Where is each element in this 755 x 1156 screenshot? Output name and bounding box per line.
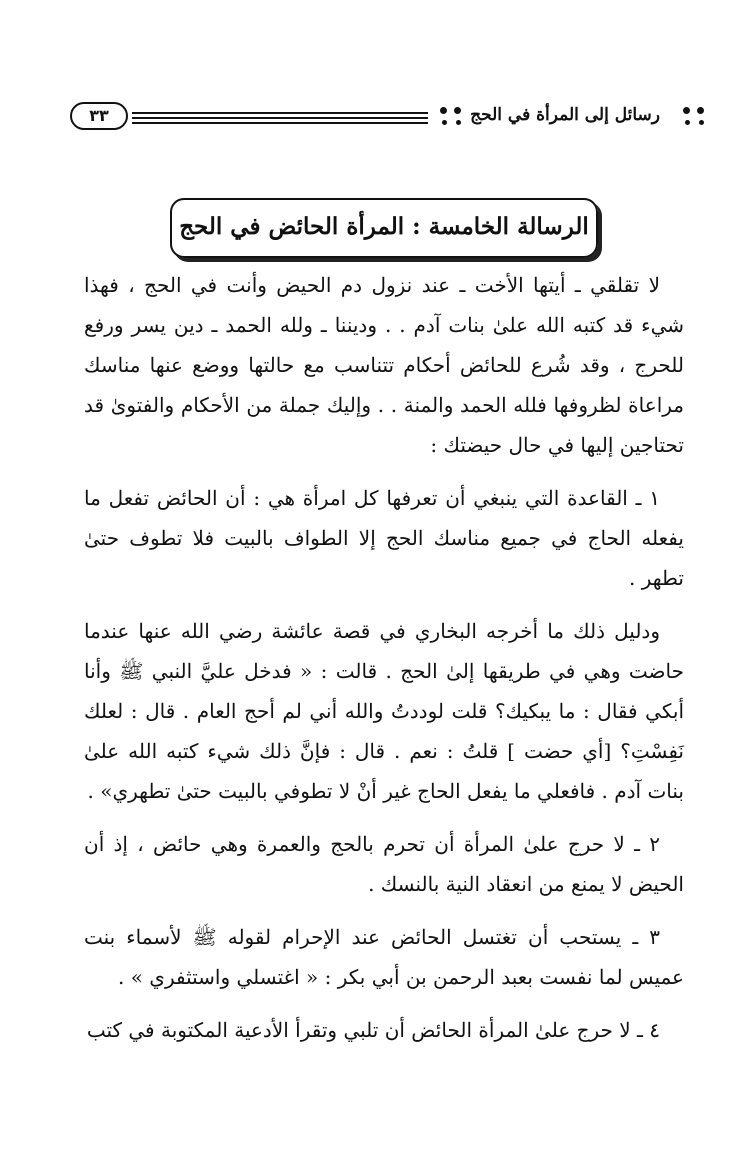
header-rule <box>132 112 428 114</box>
ornament-dots-icon <box>680 105 708 131</box>
running-title: رسائل إلى المرأة في الحج <box>470 105 660 125</box>
header-rule <box>132 117 428 119</box>
paragraph: لا تقلقي ـ أيتها الأخت ـ عند نزول دم الحيض وأنت في الحج ، فهذا شيء قد كتبه الله علىٰ بنات آدم . . وديننا ـ ولله الحمد ـ دين يسر ورفع للحرج ، وقد شُرع للحائض أحكام تتناسب مع حالتها ووضع عنها مناسك مراعاة لظروفها فلله الحمد والمنة . . وإليك جملة من الأحكام والفتوىٰ قد تحتاجين إليها في حال حيضتك : <box>84 273 684 457</box>
section-title: الرسالة الخامسة : المرأة الحائض في الحج <box>170 198 598 258</box>
page-number: ٣٣ <box>70 102 128 130</box>
ornament-dots-icon <box>437 105 465 131</box>
body-text <box>84 265 684 1063</box>
page-header <box>60 95 710 145</box>
paragraph: ١ ـ القاعدة التي ينبغي أن تعرفها كل امرأة هي : أن الحائض تفعل ما يفعله الحاج في جميع مناسك الحج إلا الطواف بالبيت فلا تطوف حتىٰ تطهر . <box>84 486 684 590</box>
paragraph: ودليل ذلك ما أخرجه البخاري في قصة عائشة رضي الله عنها عندما حاضت وهي في طريقها إلىٰ الحج . قالت : « فدخل عليَّ النبي ﷺ وأنا أبكي فقال : ما يبكيك؟ قلت لوددتُ والله أني لم أحج العام . قال : لعلك نَفِسْتِ؟ [أي حضت ] قلتُ : نعم . قال : فإنَّ ذلك شيء كتبه الله علىٰ بنات آدم . فافعلي ما يفعل الحاج غير أنْ لا تطوفي بالبيت حتىٰ تطهري» . <box>84 619 684 803</box>
paragraph: ٤ ـ لا حرج علىٰ المرأة الحائض أن تلبي وتقرأ الأدعية المكتوبة في كتب <box>86 1018 660 1042</box>
paragraph: ٣ ـ يستحب أن تغتسل الحائض عند الإحرام لقوله ﷺ لأسماء بنت عميس لما نفست بعبد الرحمن بن أبي بكر : « اغتسلي واستثفري » . <box>84 925 684 989</box>
header-rule <box>132 122 428 124</box>
paragraph: ٢ ـ لا حرج علىٰ المرأة أن تحرم بالحج والعمرة وهي حائض ، إذ أن الحيض لا يمنع من انعقاد النية بالنسك . <box>84 832 684 896</box>
